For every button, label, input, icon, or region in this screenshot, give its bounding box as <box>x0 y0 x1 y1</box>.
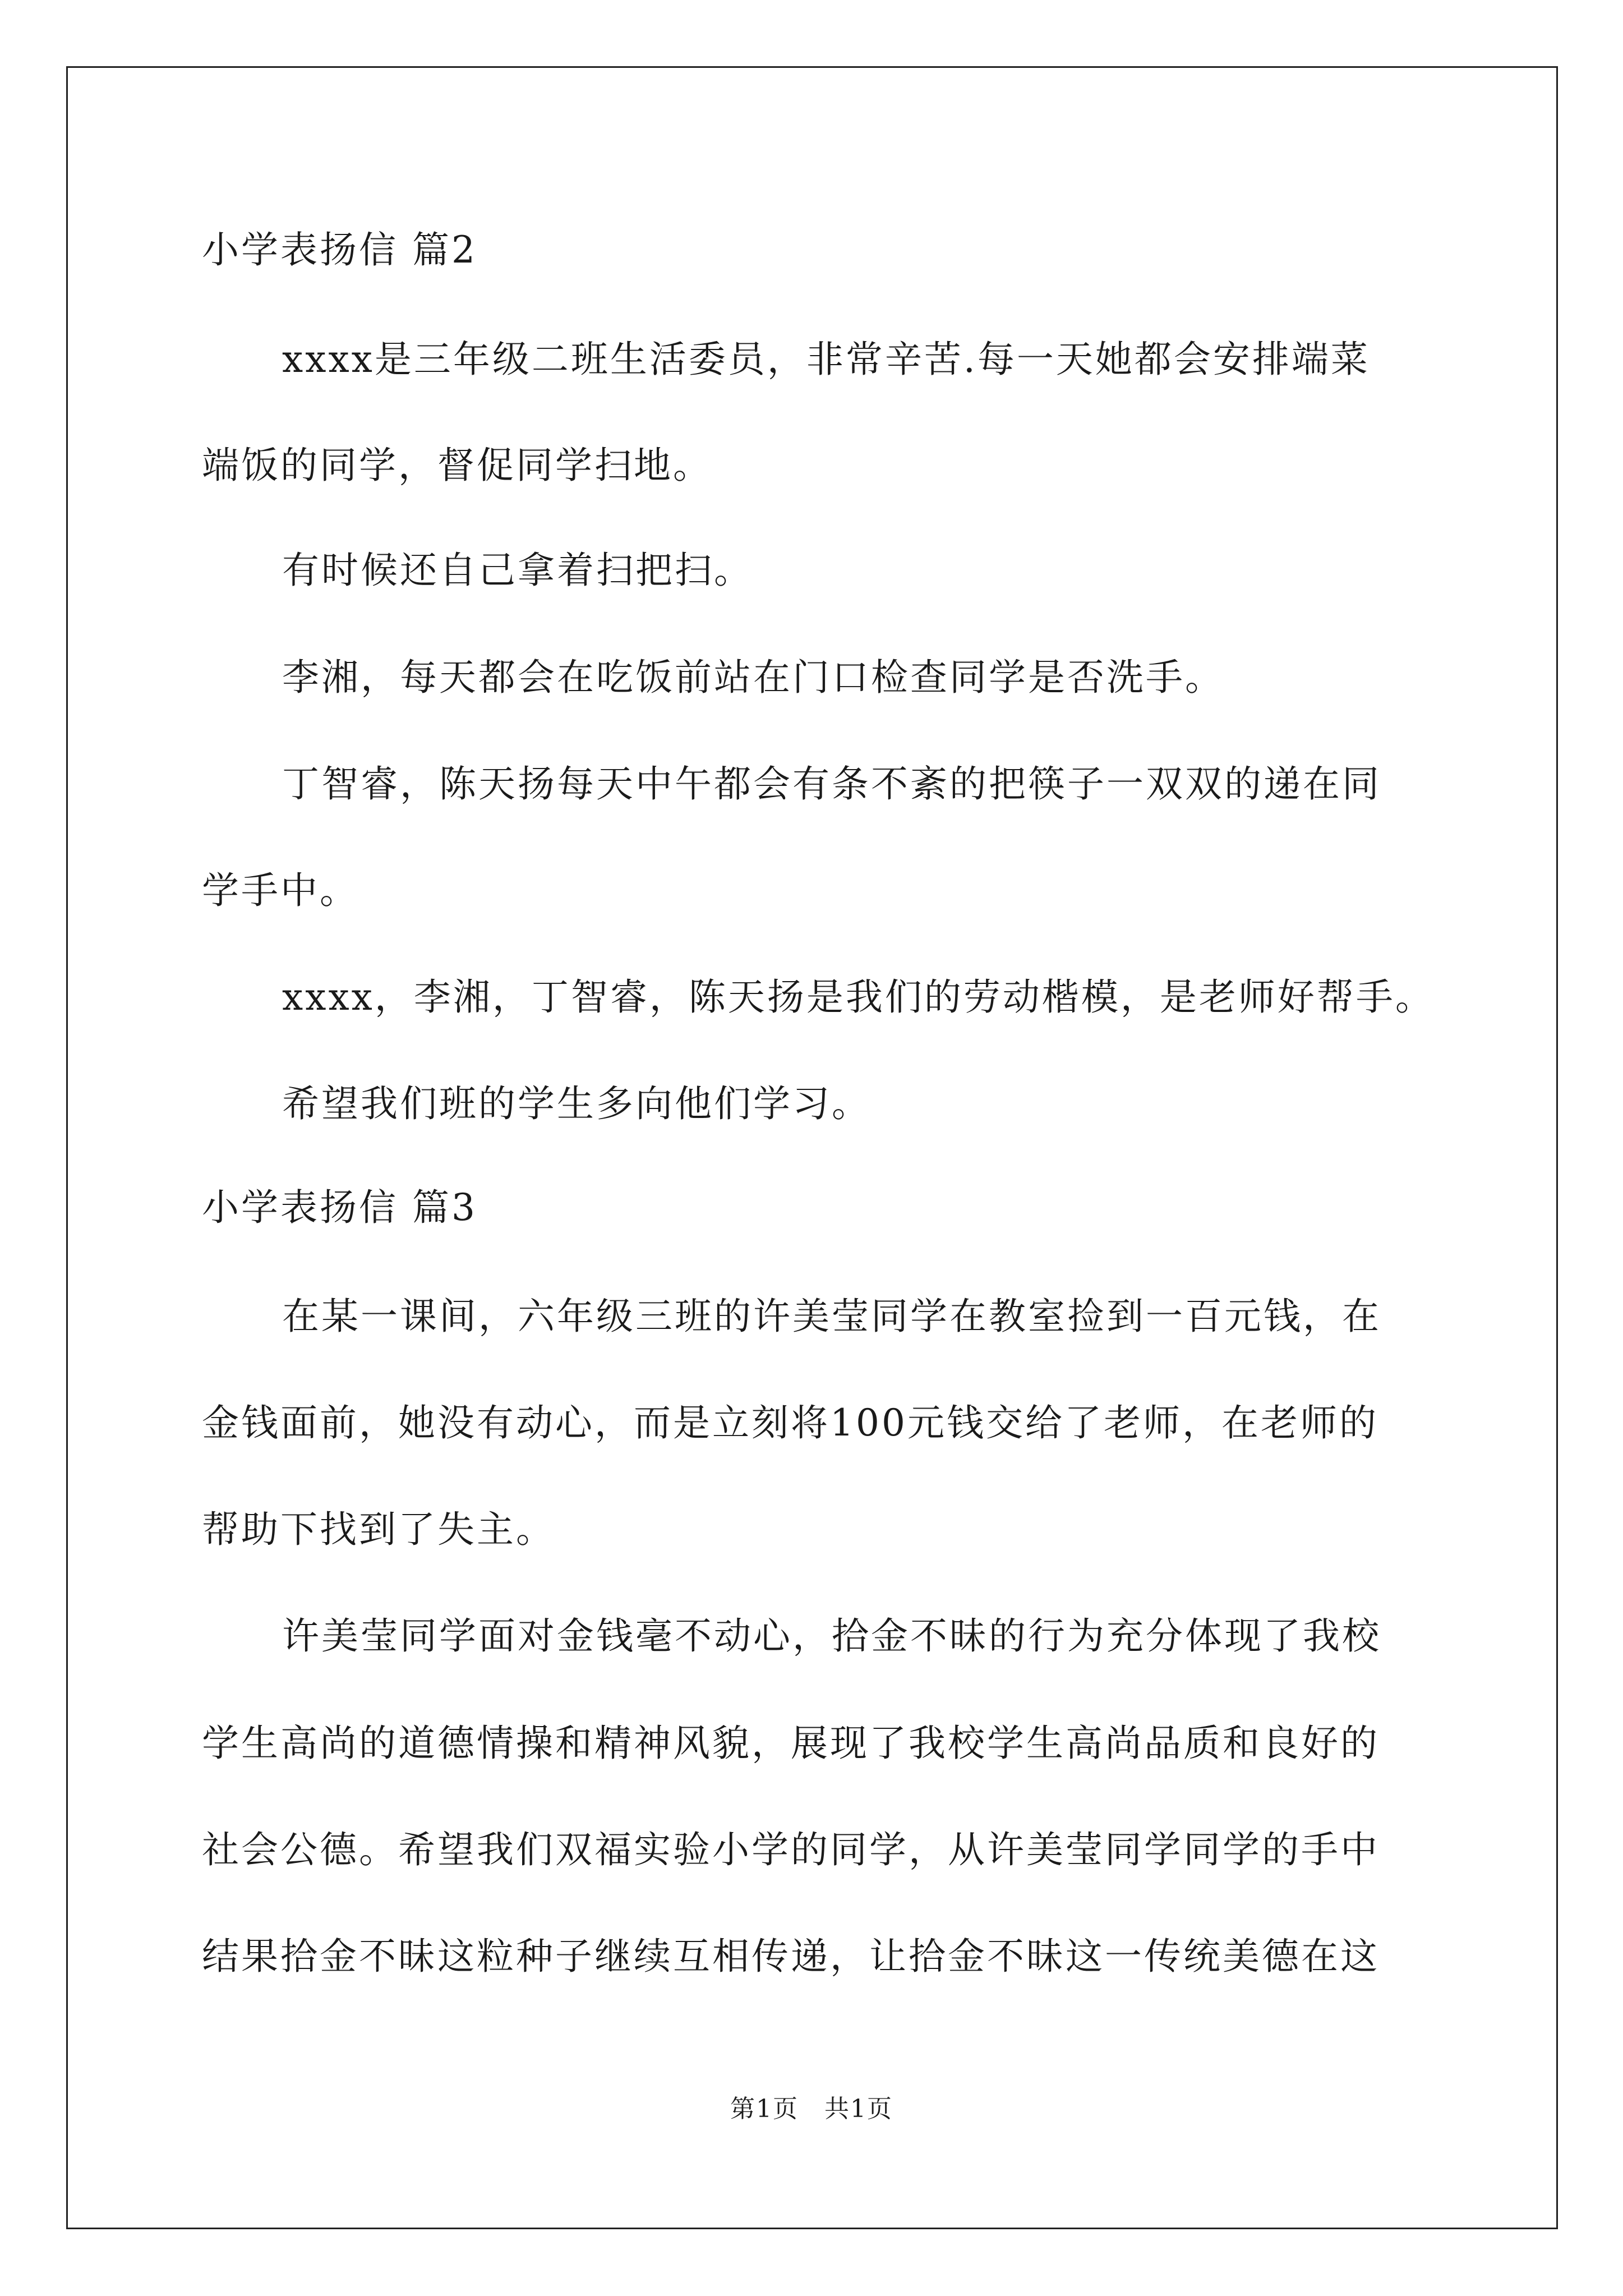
page-number-footer: 第1页 共1页 <box>730 2095 893 2123</box>
paragraph-line: 李湘，每天都会在吃饭前站在门口检查同学是否洗手。 <box>282 656 1224 699</box>
heading-section-2: 小学表扬信 篇2 <box>202 228 477 272</box>
paragraph-line: 结果拾金不昧这粒种子继续互相传递，让拾金不昧这一传统美德在这 <box>202 1935 1380 1978</box>
paragraph-line: 金钱面前，她没有动心，而是立刻将100元钱交给了老师，在老师的 <box>202 1401 1378 1444</box>
paragraph-line: 学手中。 <box>202 869 359 912</box>
paragraph-line: 学生高尚的道德情操和精神风貌，展现了我校学生高尚品质和良好的 <box>202 1722 1380 1765</box>
paragraph-line: 许美莹同学面对金钱毫不动心，拾金不昧的行为充分体现了我校 <box>282 1614 1381 1658</box>
paragraph-line: 社会公德。希望我们双福实验小学的同学，从许美莹同学同学的手中 <box>202 1828 1380 1871</box>
paragraph-line: xxxx是三年级二班生活委员，非常辛苦.每一天她都会安排端菜 <box>282 338 1370 381</box>
paragraph-line: 希望我们班的学生多向他们学习。 <box>282 1082 871 1125</box>
heading-section-3: 小学表扬信 篇3 <box>202 1186 477 1229</box>
paragraph-line: xxxx，李湘，丁智睿，陈天扬是我们的劳动楷模，是老师好帮手。 <box>282 976 1435 1019</box>
paragraph-line: 有时候还自己拿着扫把扫。 <box>282 549 753 592</box>
page-border <box>66 66 1558 2229</box>
paragraph-line: 丁智睿，陈天扬每天中午都会有条不紊的把筷子一双双的递在同 <box>282 762 1381 806</box>
paragraph-line: 在某一课间，六年级三班的许美莹同学在教室捡到一百元钱，在 <box>282 1295 1381 1338</box>
paragraph-line: 帮助下找到了失主。 <box>202 1508 555 1551</box>
paragraph-line: 端饭的同学，督促同学扫地。 <box>202 444 712 487</box>
